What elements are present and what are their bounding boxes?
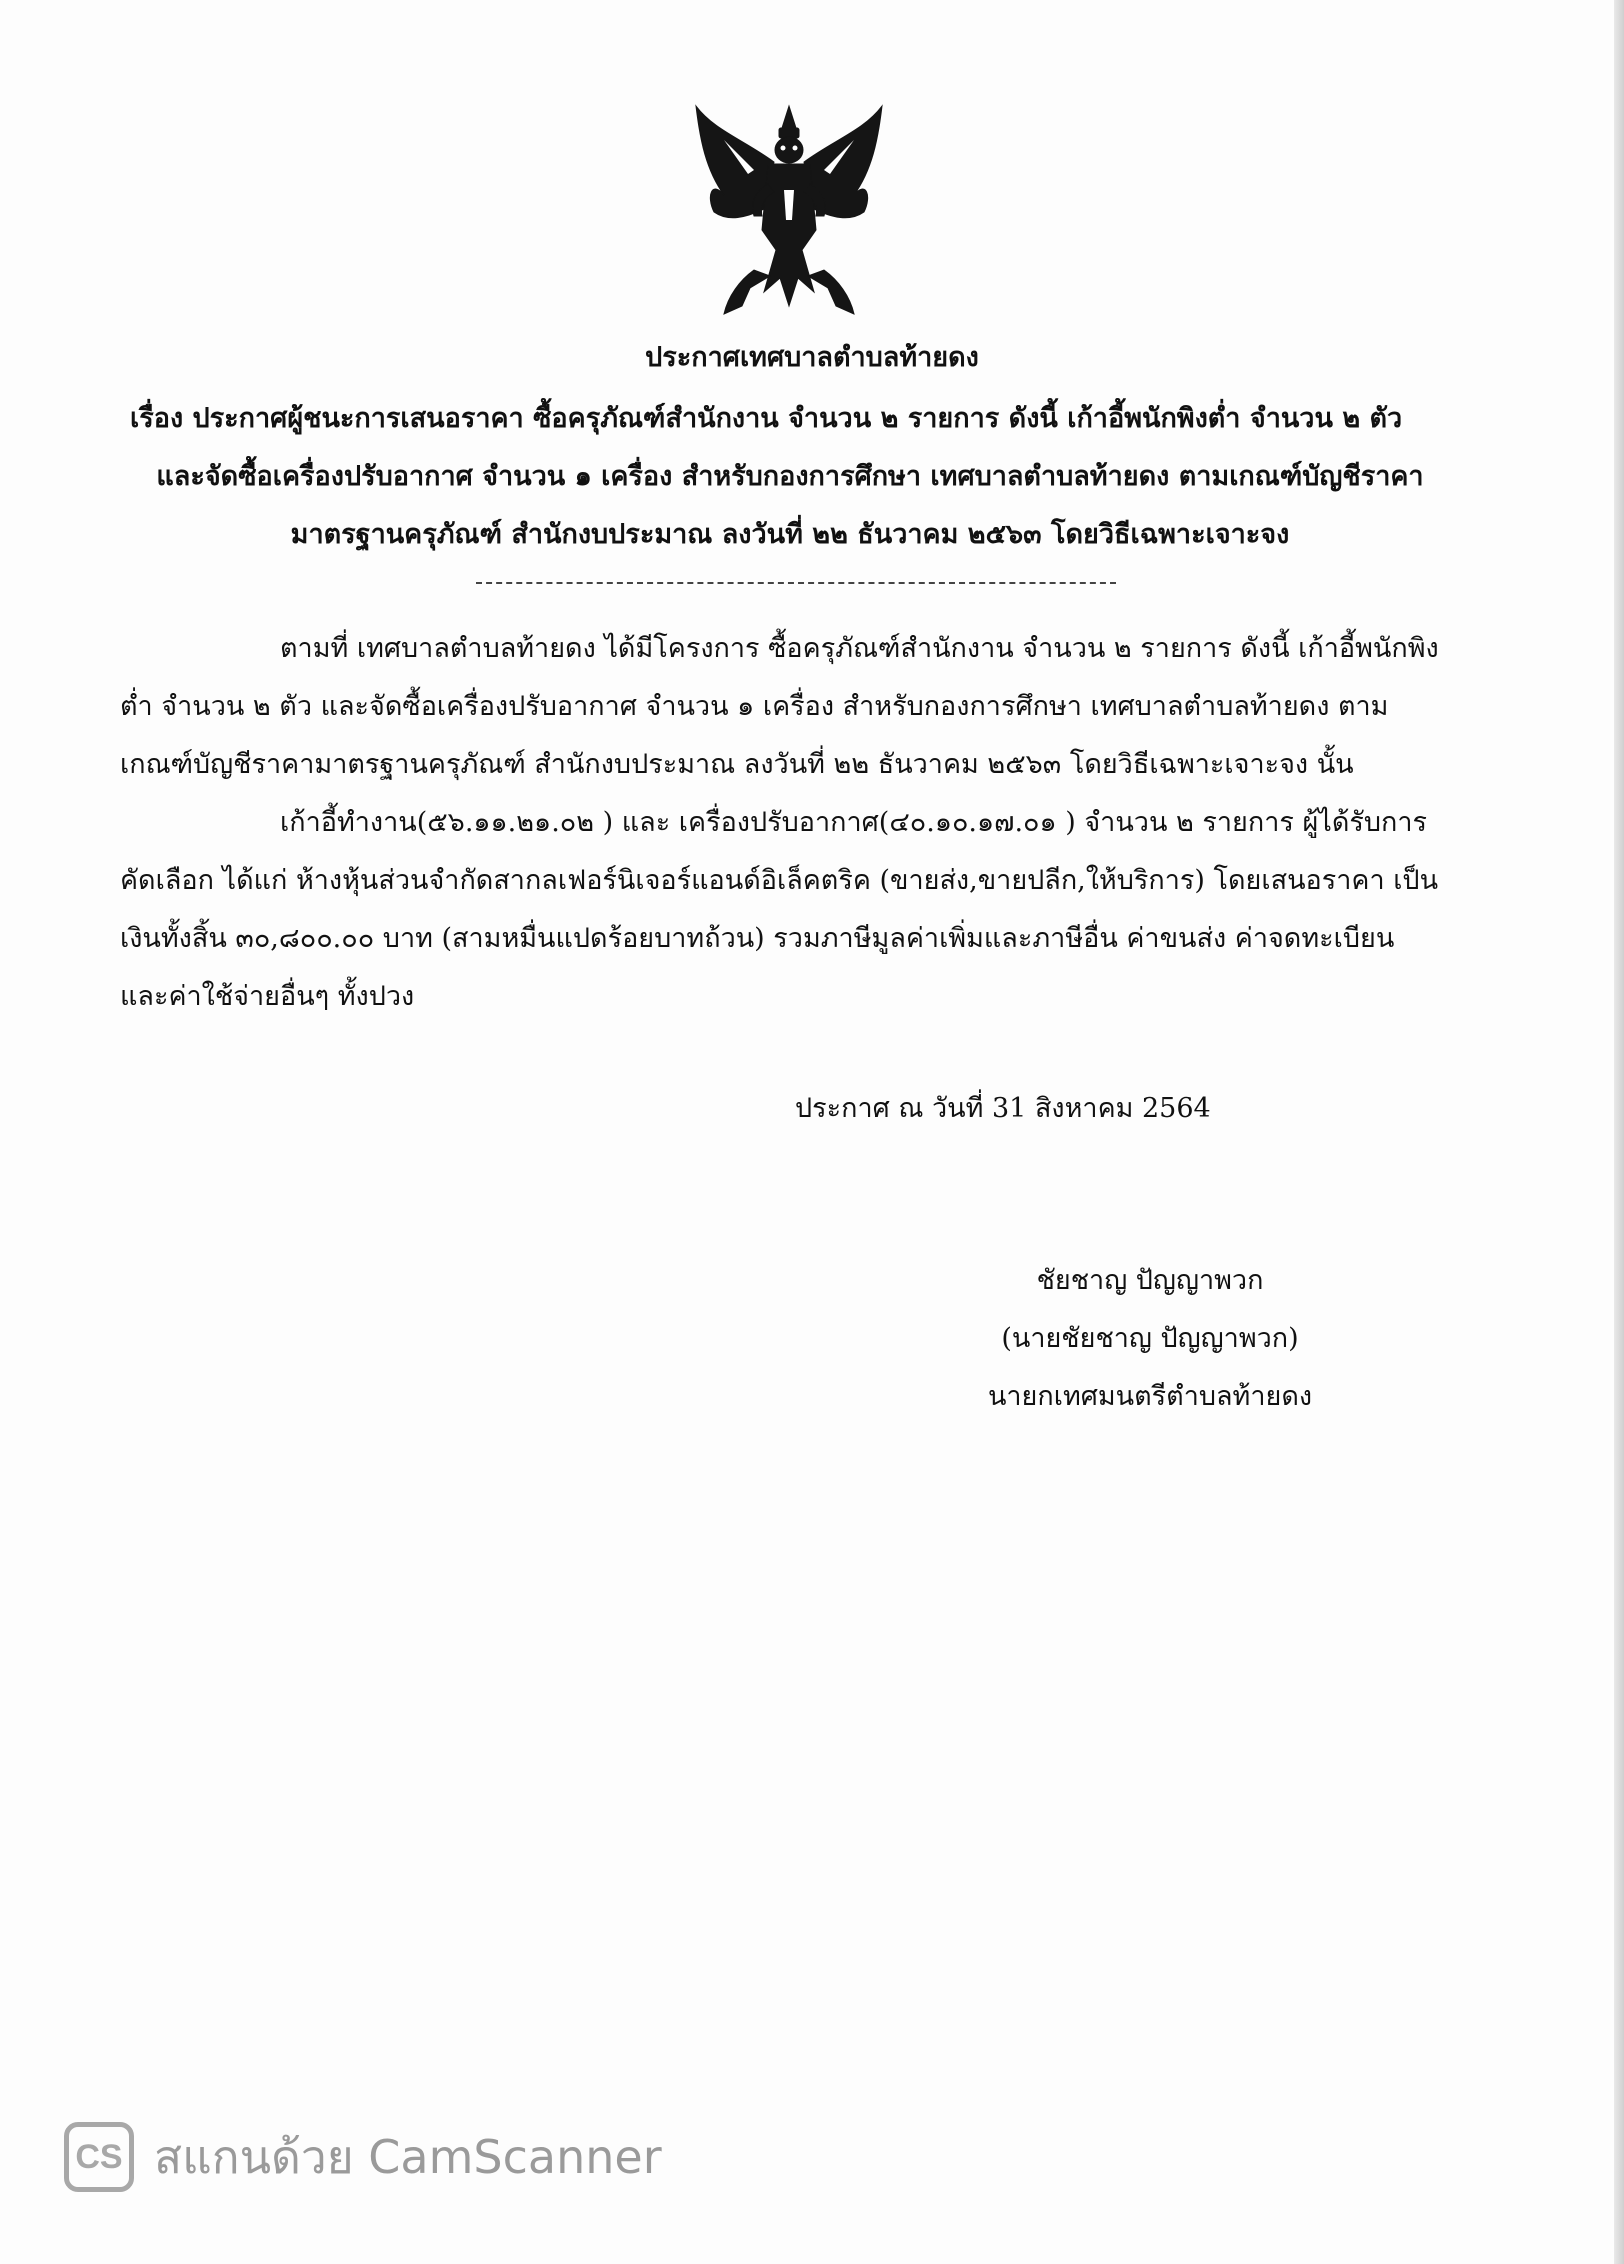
announcement-body (120, 620, 1440, 1026)
announcement-date: ประกาศ ณ วันที่ 31 สิงหาคม 2564 (795, 1093, 1211, 1124)
signature-text: ชัยชาญ ปัญญาพวก (1036, 1265, 1264, 1296)
body-line: เก้าอี้ทำงาน(๕๖.๑๑.๒๑.๐๒ ) และ เครื่องปรับอากาศ(๔๐.๑๐.๑๗.๐๑ ) จำนวน ๒ รายการ ผู้ได้รับการ (280, 807, 1428, 838)
body-line: เงินทั้งสิ้น ๓๐,๘๐๐.๐๐ บาท (สามหมื่นแปดร้อยบาทถ้วน) รวมภาษีมูลค่าเพิ่มและภาษีอื่น ค่าขนส่ง ค่าจดทะเบียน (120, 923, 1395, 954)
subject-line: มาตรฐานครุภัณฑ์ สำนักงบประมาณ ลงวันที่ ๒๒ ธันวาคม ๒๕๖๓ โดยวิธีเฉพาะเจาะจง (290, 519, 1290, 550)
camscanner-watermark (64, 2121, 662, 2193)
dashed-divider (476, 582, 1116, 584)
body-line: คัดเลือก ได้แก่ ห้างหุ้นส่วนจำกัดสากลเฟอร์นิเจอร์แอนด์อิเล็คตริค (ขายส่ง,ขายปลีก,ให้บริการ) โดยเสนอราคา เป็น (120, 865, 1439, 896)
signer-position: นายกเทศมนตรีตำบลท้ายดง (987, 1381, 1313, 1412)
body-line: เกณฑ์บัญชีราคามาตรฐานครุภัณฑ์ สำนักงบประมาณ ลงวันที่ ๒๒ ธันวาคม ๒๕๖๓ โดยวิธีเฉพาะเจาะจง นั้น (120, 749, 1354, 780)
camscanner-logo-icon: CS (64, 2122, 134, 2192)
subject-line: และจัดซื้อเครื่องปรับอากาศ จำนวน ๑ เครื่อง สำหรับกองการศึกษา เทศบาลตำบลท้ายดง ตามเกณฑ์บัญชีราคา (156, 461, 1424, 492)
announcement-subject (120, 390, 1460, 564)
camscanner-text: สแกนด้วย CamScanner (154, 2129, 662, 2184)
garuda-emblem (684, 100, 894, 330)
signer-name: (นายชัยชาญ ปัญญาพวก) (1001, 1323, 1299, 1354)
signature-block (940, 1252, 1360, 1426)
body-line: ตามที่ เทศบาลตำบลท้ายดง ได้มีโครงการ ซื้อครุภัณฑ์สำนักงาน จำนวน ๒ รายการ ดังนี้ เก้าอี้พนักพิง (280, 633, 1439, 664)
body-line: และค่าใช้จ่ายอื่นๆ ทั้งปวง (120, 981, 415, 1012)
announcement-heading: ประกาศเทศบาลตำบลท้ายดง (645, 342, 979, 373)
body-line: ต่ำ จำนวน ๒ ตัว และจัดซื้อเครื่องปรับอากาศ จำนวน ๑ เครื่อง สำหรับกองการศึกษา เทศบาลตำบลท้ายดง ตาม (120, 691, 1389, 722)
subject-line: เรื่อง ประกาศผู้ชนะการเสนอราคา ซื้อครุภัณฑ์สำนักงาน จำนวน ๒ รายการ ดังนี้ เก้าอี้พนักพิงต่ำ จำนวน ๒ ตัว (130, 403, 1403, 434)
